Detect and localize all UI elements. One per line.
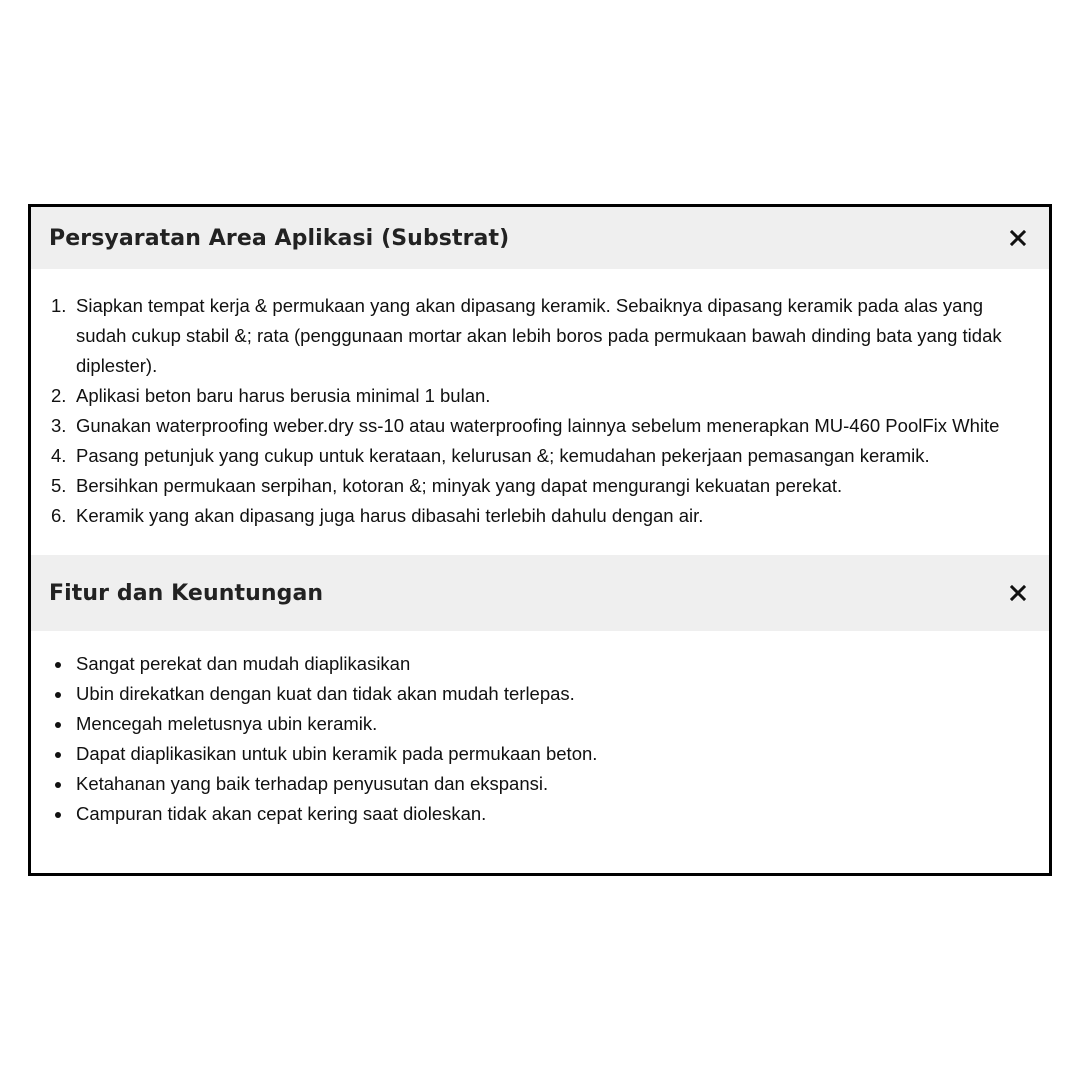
list-number: 2. (51, 385, 67, 406)
bullet-icon (55, 662, 61, 668)
list-number: 3. (51, 415, 67, 436)
list-item (51, 739, 1035, 769)
list-item (51, 441, 1035, 471)
section-header-persyaratan[interactable] (31, 207, 1049, 269)
section-title: Persyaratan Area Aplikasi (Substrat) (49, 225, 510, 251)
list-item (51, 501, 1035, 531)
list-item-text: Ketahanan yang baik terhadap penyusutan dan ekspansi. (76, 773, 549, 794)
close-icon[interactable] (1007, 582, 1029, 604)
list-item-text: Aplikasi beton baru harus berusia minimal 1 bulan. (76, 385, 491, 406)
features-list (51, 649, 1035, 829)
bullet-icon (55, 812, 61, 818)
close-icon[interactable] (1007, 227, 1029, 249)
list-item (51, 769, 1035, 799)
list-item (51, 471, 1035, 501)
list-number: 4. (51, 445, 67, 466)
list-item-text: Mencegah meletusnya ubin keramik. (76, 713, 378, 734)
bullet-icon (55, 782, 61, 788)
list-number: 6. (51, 505, 67, 526)
list-item-text: Dapat diaplikasikan untuk ubin keramik pada permukaan beton. (76, 743, 598, 764)
bullet-icon (55, 722, 61, 728)
list-item (51, 799, 1035, 829)
section-title: Fitur dan Keuntungan (49, 580, 324, 606)
section-body-fitur (31, 631, 1049, 829)
list-item (51, 709, 1035, 739)
list-number: 1. (51, 295, 67, 316)
list-item-text: Keramik yang akan dipasang juga harus dibasahi terlebih dahulu dengan air. (76, 505, 704, 526)
list-item-text: Ubin direkatkan dengan kuat dan tidak akan mudah terlepas. (76, 683, 575, 704)
requirements-list (51, 291, 1035, 531)
list-item-text: Bersihkan permukaan serpihan, kotoran &; minyak yang dapat mengurangi kekuatan perekat. (76, 475, 843, 496)
list-item-text: Sangat perekat dan mudah diaplikasikan (76, 653, 411, 674)
list-item-text: Campuran tidak akan cepat kering saat dioleskan. (76, 803, 487, 824)
list-item (51, 411, 1035, 441)
bullet-icon (55, 752, 61, 758)
list-item-text: Siapkan tempat kerja & permukaan yang akan dipasang keramik. Sebaiknya dipasang keramik pada alas yang sudah cukup stabil &; rata (penggunaan mortar akan lebih boros pada permukaan bawah dinding bata yang tidak diplester). (76, 295, 1002, 376)
section-body-persyaratan (31, 269, 1049, 555)
list-item (51, 649, 1035, 679)
list-item (51, 291, 1035, 381)
list-item (51, 679, 1035, 709)
section-header-fitur[interactable] (31, 555, 1049, 631)
list-item-text: Gunakan waterproofing weber.dry ss-10 atau waterproofing lainnya sebelum menerapkan MU-460 PoolFix White (76, 415, 1000, 436)
accordion-panel (28, 204, 1052, 876)
bullet-icon (55, 692, 61, 698)
list-item-text: Pasang petunjuk yang cukup untuk kerataan, kelurusan &; kemudahan pekerjaan pemasangan keramik. (76, 445, 930, 466)
list-item (51, 381, 1035, 411)
list-number: 5. (51, 475, 67, 496)
